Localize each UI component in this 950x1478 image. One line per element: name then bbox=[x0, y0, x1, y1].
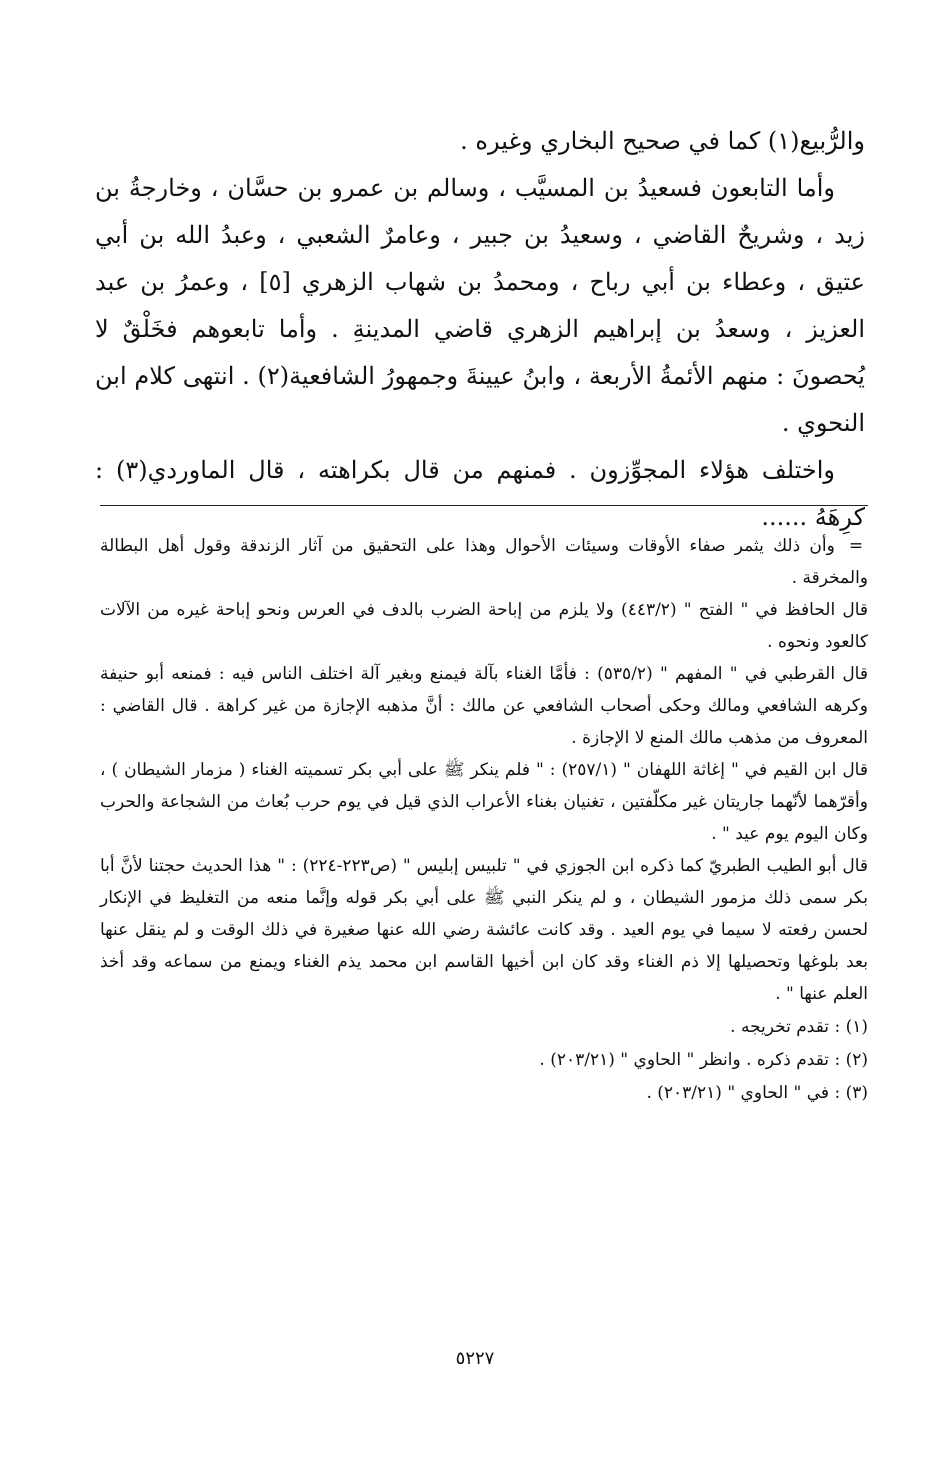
footnote-ref-1: (١) : تقدم تخريجه . bbox=[730, 1017, 868, 1037]
footnotes-section bbox=[100, 530, 868, 1109]
footnote-paragraph-mufhim: قال القرطبي في " المفهم " (٥٣٥/٢) : فأمَّا الغناء بآلة فيمنع وبغير آلة اختلف الناس فيه : فمنعه أبو حنيفة وكرهه الشافعي ومالك وحكى أصحاب الشافعي عن مالك : أنَّ مذهبه الإجازة من غير كراهة . قال القاضي : المعروف من مذهب مالك المنع لا الإجازة . bbox=[100, 664, 868, 748]
main-paragraph-2: وأما التابعون فسعيدُ بن المسيَّب ، وسالم بن عمرو بن حسَّان ، وخارجةُ بن زيد ، وشريحٌ القاضي ، وسعيدُ بن جبير ، وعامرٌ الشعبي ، وعبدُ الله بن أبي عتيق ، وعطاء بن أبي رباح ، ومحمدُ بن شهاب الزهري [٥] ، وعمرُ بن عبد العزيز ، وسعدُ بن إبراهيم الزهري قاضي المدينةِ . وأما تابعوهم فخَلْقٌ لا يُحصونَ : منهم الأئمةُ الأربعة ، وابنُ عيينةَ وجمهورُ الشافعية(٢) . انتهى كلام ابن النحوي . bbox=[95, 174, 865, 437]
footnote-ref-3: (٣) : في " الحاوي " (٢٠٣/٢١) . bbox=[646, 1083, 868, 1103]
footnote-separator bbox=[100, 505, 868, 506]
footnote-continuation bbox=[100, 530, 868, 594]
footnote-paragraph-ighathah: قال ابن القيم في " إغاثة اللهفان " (٢٥٧/١) : " فلم ينكر ﷺ على أبي بكر تسميته الغناء ( مزمار الشيطان ) ، وأقرّهما لأنّهما جاريتان غير مكلّفتين ، تغنيان بغناء الأعراب الذي قيل في يوم حرب بُعاث من الشجاعة والحرب وكان اليوم يوم عيد " . bbox=[100, 760, 868, 844]
continuation-mark: = bbox=[848, 536, 864, 556]
main-paragraph-3: واختلف هؤلاء المجوِّزون . فمنهم من قال بكراهته ، قال الماوردي(٣) : كرِهَهُ ...... bbox=[95, 456, 865, 531]
main-paragraph-1: والرُّبيع(١) كما في صحيح البخاري وغيره . bbox=[460, 127, 865, 155]
main-text-body bbox=[95, 118, 865, 541]
footnote-paragraph-talbis: قال أبو الطيب الطبريّ كما ذكره ابن الجوزي في " تلبيس إبليس " (ص٢٢٣-٢٢٤) : " هذا الحديث حجتنا لأنَّ أبا بكر سمى ذلك مزمور الشيطان ، و لم ينكر النبي ﷺ على أبي بكر قوله وإنَّما منعه من التغليظ في الإنكار لحسن رفعته لا سيما في يوم العيد . وقد كانت عائشة رضي الله عنها صغيرة في ذلك الوقت و لم ينقل عنها بعد بلوغها وتحصيلها إلا ذم الغناء وقد كان ابن أخيها القاسم ابن محمد يذم الغناء ويمنع من سماعه وقد أخذ العلم عنها " . bbox=[100, 856, 869, 1004]
page-number: ٥٢٢٧ bbox=[455, 1348, 495, 1369]
footnote-ref-2: (٢) : تقدم ذكره . وانظر " الحاوي " (٢٠٣/٢١) . bbox=[539, 1050, 868, 1070]
footnote-paragraph-fath: قال الحافظ في " الفتح " (٤٤٣/٢) ولا يلزم من إباحة الضرب بالدف في العرس ونحو إباحة غيره من الآلات كالعود ونحوه . bbox=[100, 600, 869, 652]
footnote-continuation-text: وأن ذلك يثمر صفاء الأوقات وسيئات الأحوال وهذا على التحقيق من آثار الزندقة وقول أهل البطالة والمخرقة . bbox=[100, 536, 868, 588]
